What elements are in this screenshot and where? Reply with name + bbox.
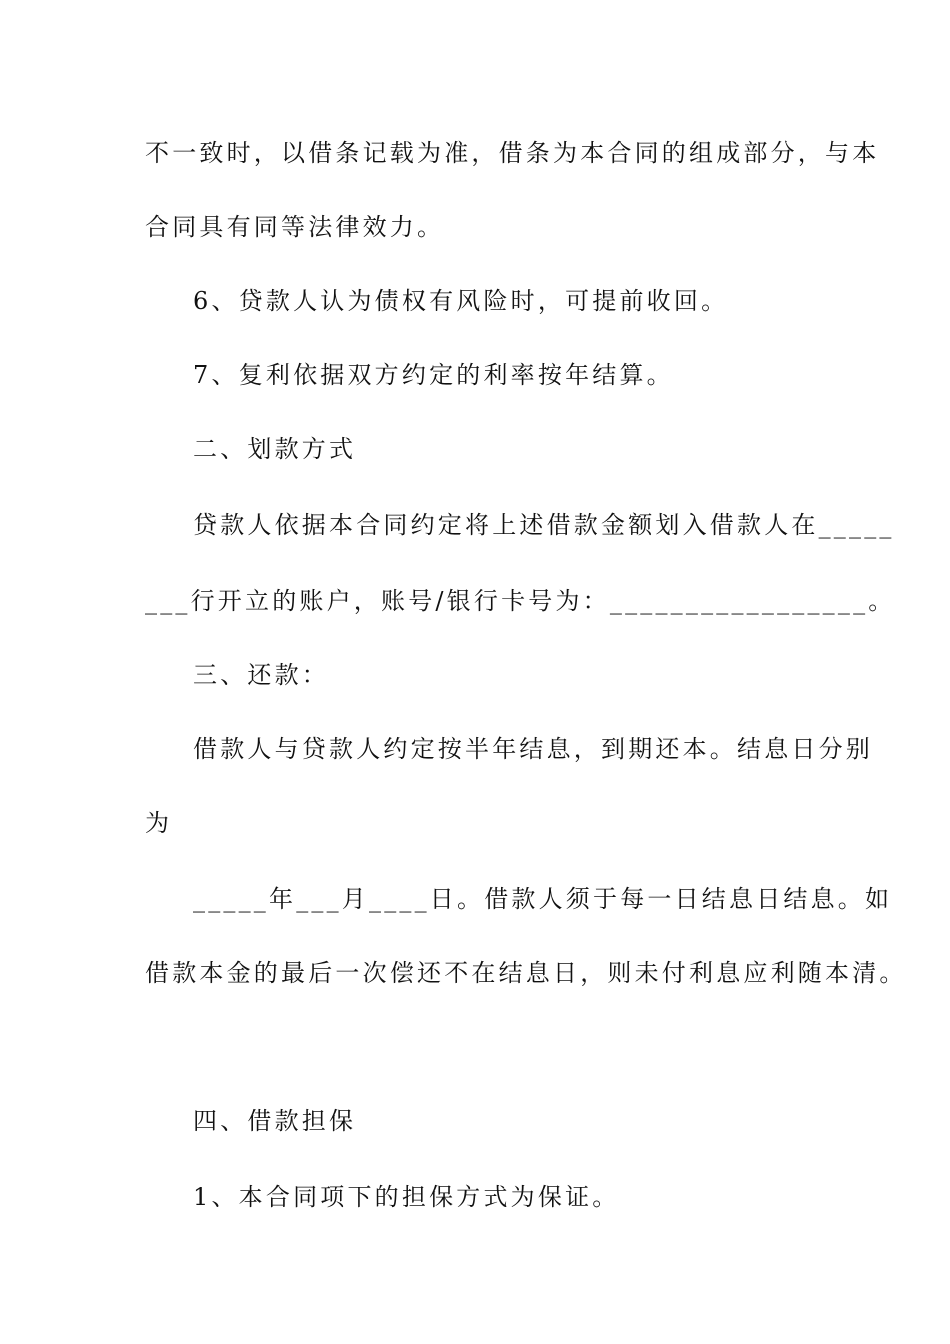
paragraph-line: 为 bbox=[145, 809, 173, 837]
section-heading-3: 三、还款： bbox=[193, 661, 329, 689]
paragraph-line: ___行开立的账户，账号/银行卡号为：_________________。 bbox=[145, 587, 896, 615]
clause-1: 1、本合同项下的担保方式为保证。 bbox=[193, 1183, 620, 1211]
paragraph-line: 不一致时，以借条记载为准，借条为本合同的组成部分，与本 bbox=[145, 139, 880, 167]
clause-6: 6、贷款人认为债权有风险时，可提前收回。 bbox=[193, 287, 729, 315]
paragraph-line: 借款人与贷款人约定按半年结息，到期还本。结息日分别 bbox=[193, 735, 873, 763]
paragraph-line: 借款本金的最后一次偿还不在结息日，则未付利息应利随本清。 bbox=[145, 959, 907, 987]
section-heading-2: 二、划款方式 bbox=[193, 435, 357, 463]
clause-7: 7、复利依据双方约定的利率按年结算。 bbox=[193, 361, 674, 389]
paragraph-line: 合同具有同等法律效力。 bbox=[145, 213, 445, 241]
paragraph-line: _____年___月____日。借款人须于每一日结息日结息。如 bbox=[193, 885, 893, 913]
section-heading-4: 四、借款担保 bbox=[193, 1107, 357, 1135]
paragraph-line: 贷款人依据本合同约定将上述借款金额划入借款人在_____ bbox=[193, 511, 895, 539]
